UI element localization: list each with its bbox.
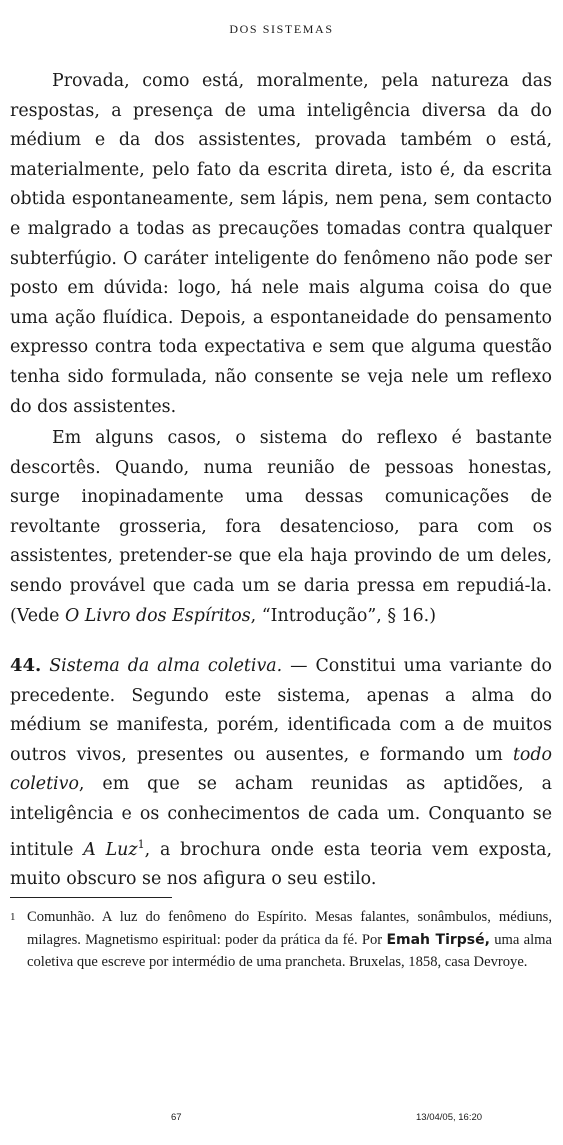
section-title: Sistema da alma coletiva. <box>49 656 283 676</box>
section-number: 44. <box>10 655 42 676</box>
footnote-reference: 1 <box>137 837 145 851</box>
print-timestamp: 13/04/05, 16:20 <box>416 1112 483 1123</box>
book-title-reference: O Livro dos Espíritos <box>65 605 251 626</box>
footnote <box>10 906 552 974</box>
paragraph-1 <box>10 67 552 422</box>
paragraph-2-tail: , “Introdução”, § 16.) <box>250 605 436 626</box>
running-header: DOS SISTEMAS <box>229 22 334 36</box>
section-44 <box>10 651 552 895</box>
page-number: 67 <box>171 1112 182 1123</box>
footnote-author: Emah Tirpsé, <box>386 931 490 948</box>
section-text-c: , a brochura onde esta teoria vem exposta, muito obscuro se nos afigura o seu estilo. <box>10 839 553 889</box>
paragraph-1-text: Provada, como está, moralmente, pela natureza das respostas, a presença de uma inteligência diversa da do médium e da dos assistentes, provada também o está, materialmente, pelo fato da escrita direta, isto é, da escrita obtida espontaneamente, sem lápis, nem pena, sem contacto e malgrado a todas as precauções tomadas contra qualquer subterfúgio. O caráter inteligente do fenômeno não pode ser posto em dúvida: logo, há nele mais alguma coisa do que uma ação fluídica. Depois, a espontaneidade do pensamento expresso contra toda expectativa e sem que alguma questão tenha sido formulada, não consente se veja nele um reflexo do dos assistentes. <box>10 71 552 417</box>
paragraph-2-text: Em alguns casos, o sistema do reflexo é bastante descortês. Quando, numa reunião de pessoas honestas, surge inopinadamente uma dessas comunicações de revoltante grosseria, fora desatencioso, para com os assistentes, pretender-se que ela haja provindo de um deles, sendo provável que cada um se daria pressa em repudiá-la. (Vede <box>10 428 552 626</box>
footnote-divider <box>10 897 172 898</box>
section-text-a: — Constitui uma variante do precedente. Segundo este sistema, apenas a alma do médium se manifesta, porém, identificada com a de muitos outros vivos, presentes ou ausentes, e formando um <box>10 656 553 765</box>
footnote-marker: 1 <box>10 911 16 923</box>
section-text-b: , em que se acham reunidas as aptidões, a inteligência e os conhecimentos de cada um. Conquanto se intitule <box>10 774 552 860</box>
todo-coletivo-term: todo coletivo <box>10 744 552 795</box>
a-luz-title: A Luz <box>83 839 138 860</box>
paragraph-2 <box>10 424 552 631</box>
footnote-text-b: uma alma coletiva que escreve por intermédio de uma prancheta. Bruxelas, 1858, casa Devroye. <box>27 931 552 970</box>
footnote-text-a: Comunhão. A luz do fenômeno do Espírito. Mesas falantes, sonâmbulos, médiuns, milagres. Magnetismo espiritual: poder da prática da fé. Por <box>27 909 552 948</box>
